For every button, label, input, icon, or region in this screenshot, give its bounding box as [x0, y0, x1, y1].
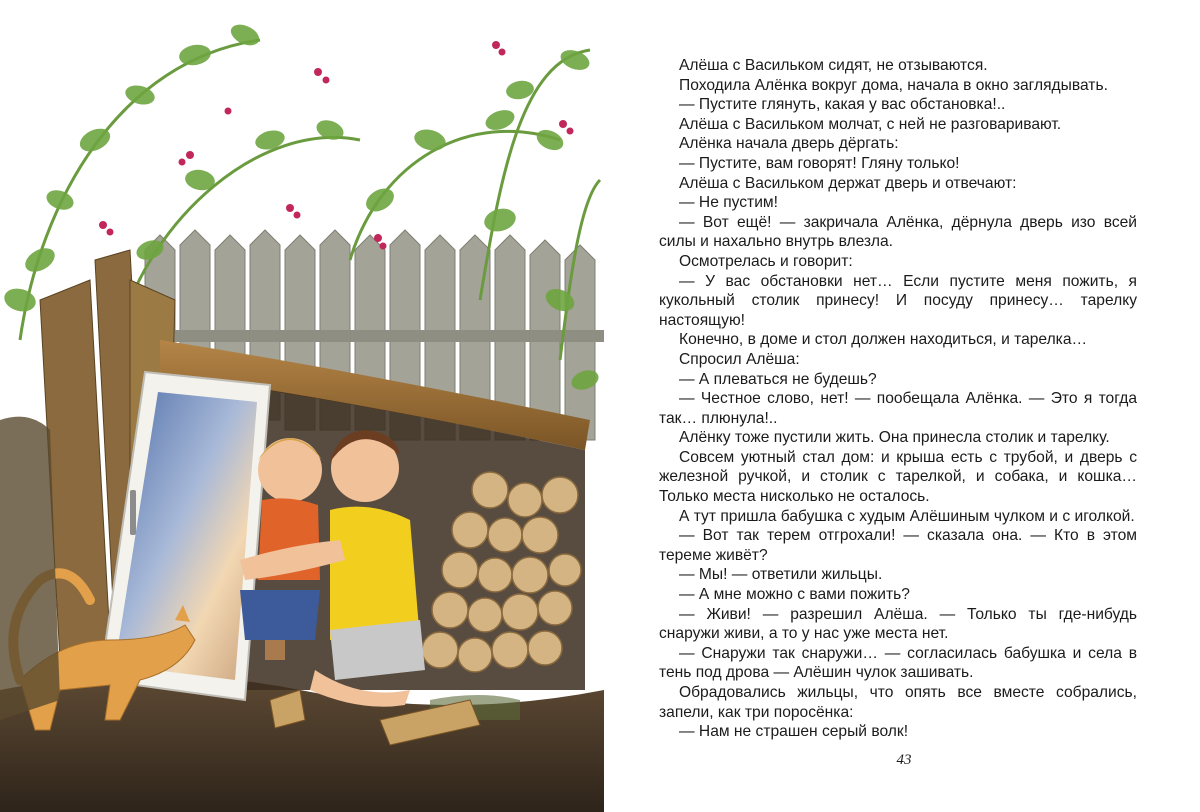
page-number: 43: [896, 752, 912, 768]
paragraph: — Не пустим!: [679, 194, 778, 212]
paragraph: А тут пришла бабушка с худым Алёшиным чулком и с иголкой.: [679, 507, 1135, 525]
left-foliage: [0, 417, 60, 720]
paragraph: Алёша с Васильком сидят, не отзываются.: [679, 57, 988, 74]
paragraph: Алёнка начала дверь дёргать:: [679, 135, 899, 153]
paragraph: — Нам не страшен серый волк!: [679, 723, 909, 741]
paragraph: Алёша с Васильком держат дверь и отвечают:: [679, 174, 1017, 192]
door-handle: [130, 490, 136, 535]
paragraph: Алёша с Васильком молчат, с ней не разговаривают.: [679, 115, 1062, 133]
paragraph: — Вот так терем отгрохали! — сказала она. — Кто в этом тереме живёт?: [659, 527, 1137, 564]
paragraph: — А мне можно с вами пожить?: [679, 586, 910, 604]
paragraph: — Снаружи так снаружи… — согласилась бабушка и села в тень под дрова — Алёшин чулок зашивать.: [659, 644, 1137, 682]
paragraph: Конечно, в доме и стол должен находиться, и тарелка…: [679, 331, 1088, 349]
paragraph: — Вот ещё! — закричала Алёнка, дёрнула дверь изо всей силы и нахально внутрь влезла.: [659, 213, 1137, 251]
text-page: [604, 0, 1200, 812]
paragraph: Осмотрелась и говорит:: [679, 252, 853, 270]
fence-rail: [140, 330, 604, 342]
story-text: [659, 56, 1137, 742]
paragraph: — У вас обстановки нет… Если пустите меня пожить, я кукольный столик принесу! И посуду принесу… тарелку настоящую!: [659, 272, 1137, 329]
paragraph: Алёнку тоже пустили жить. Она принесла столик и тарелку.: [679, 429, 1110, 447]
paragraph: — Честное слово, нет! — пообещала Алёнка. — Это я тогда так… плюнула!..: [659, 390, 1137, 427]
ground: [0, 675, 604, 812]
paragraph: Спросил Алёша:: [679, 350, 800, 368]
paragraph: — Живи! — разрешил Алёша. — Только ты где-нибудь снаружи живи, а то у нас уже места нет.: [659, 605, 1137, 643]
paragraph: — Пустите, вам говорят! Гляну только!: [679, 154, 960, 172]
paragraph: Совсем уютный стал дом: и крыша есть с трубой, и дверь с железной ручкой, и столик с тарелкой, и собака, и кошка… Только места нисколько не осталось.: [659, 448, 1137, 506]
paragraph: — Пустите глянуть, какая у вас обстановка!..: [679, 96, 1006, 114]
paragraph: Походила Алёнка вокруг дома, начала в окно заглядывать.: [679, 76, 1108, 94]
paragraph: — А плеваться не будешь?: [679, 370, 877, 388]
paragraph: — Мы! — ответили жильцы.: [679, 566, 883, 584]
paragraph: Обрадовались жильцы, что опять все вместе собрались, запели, как три поросёнка:: [659, 684, 1137, 721]
